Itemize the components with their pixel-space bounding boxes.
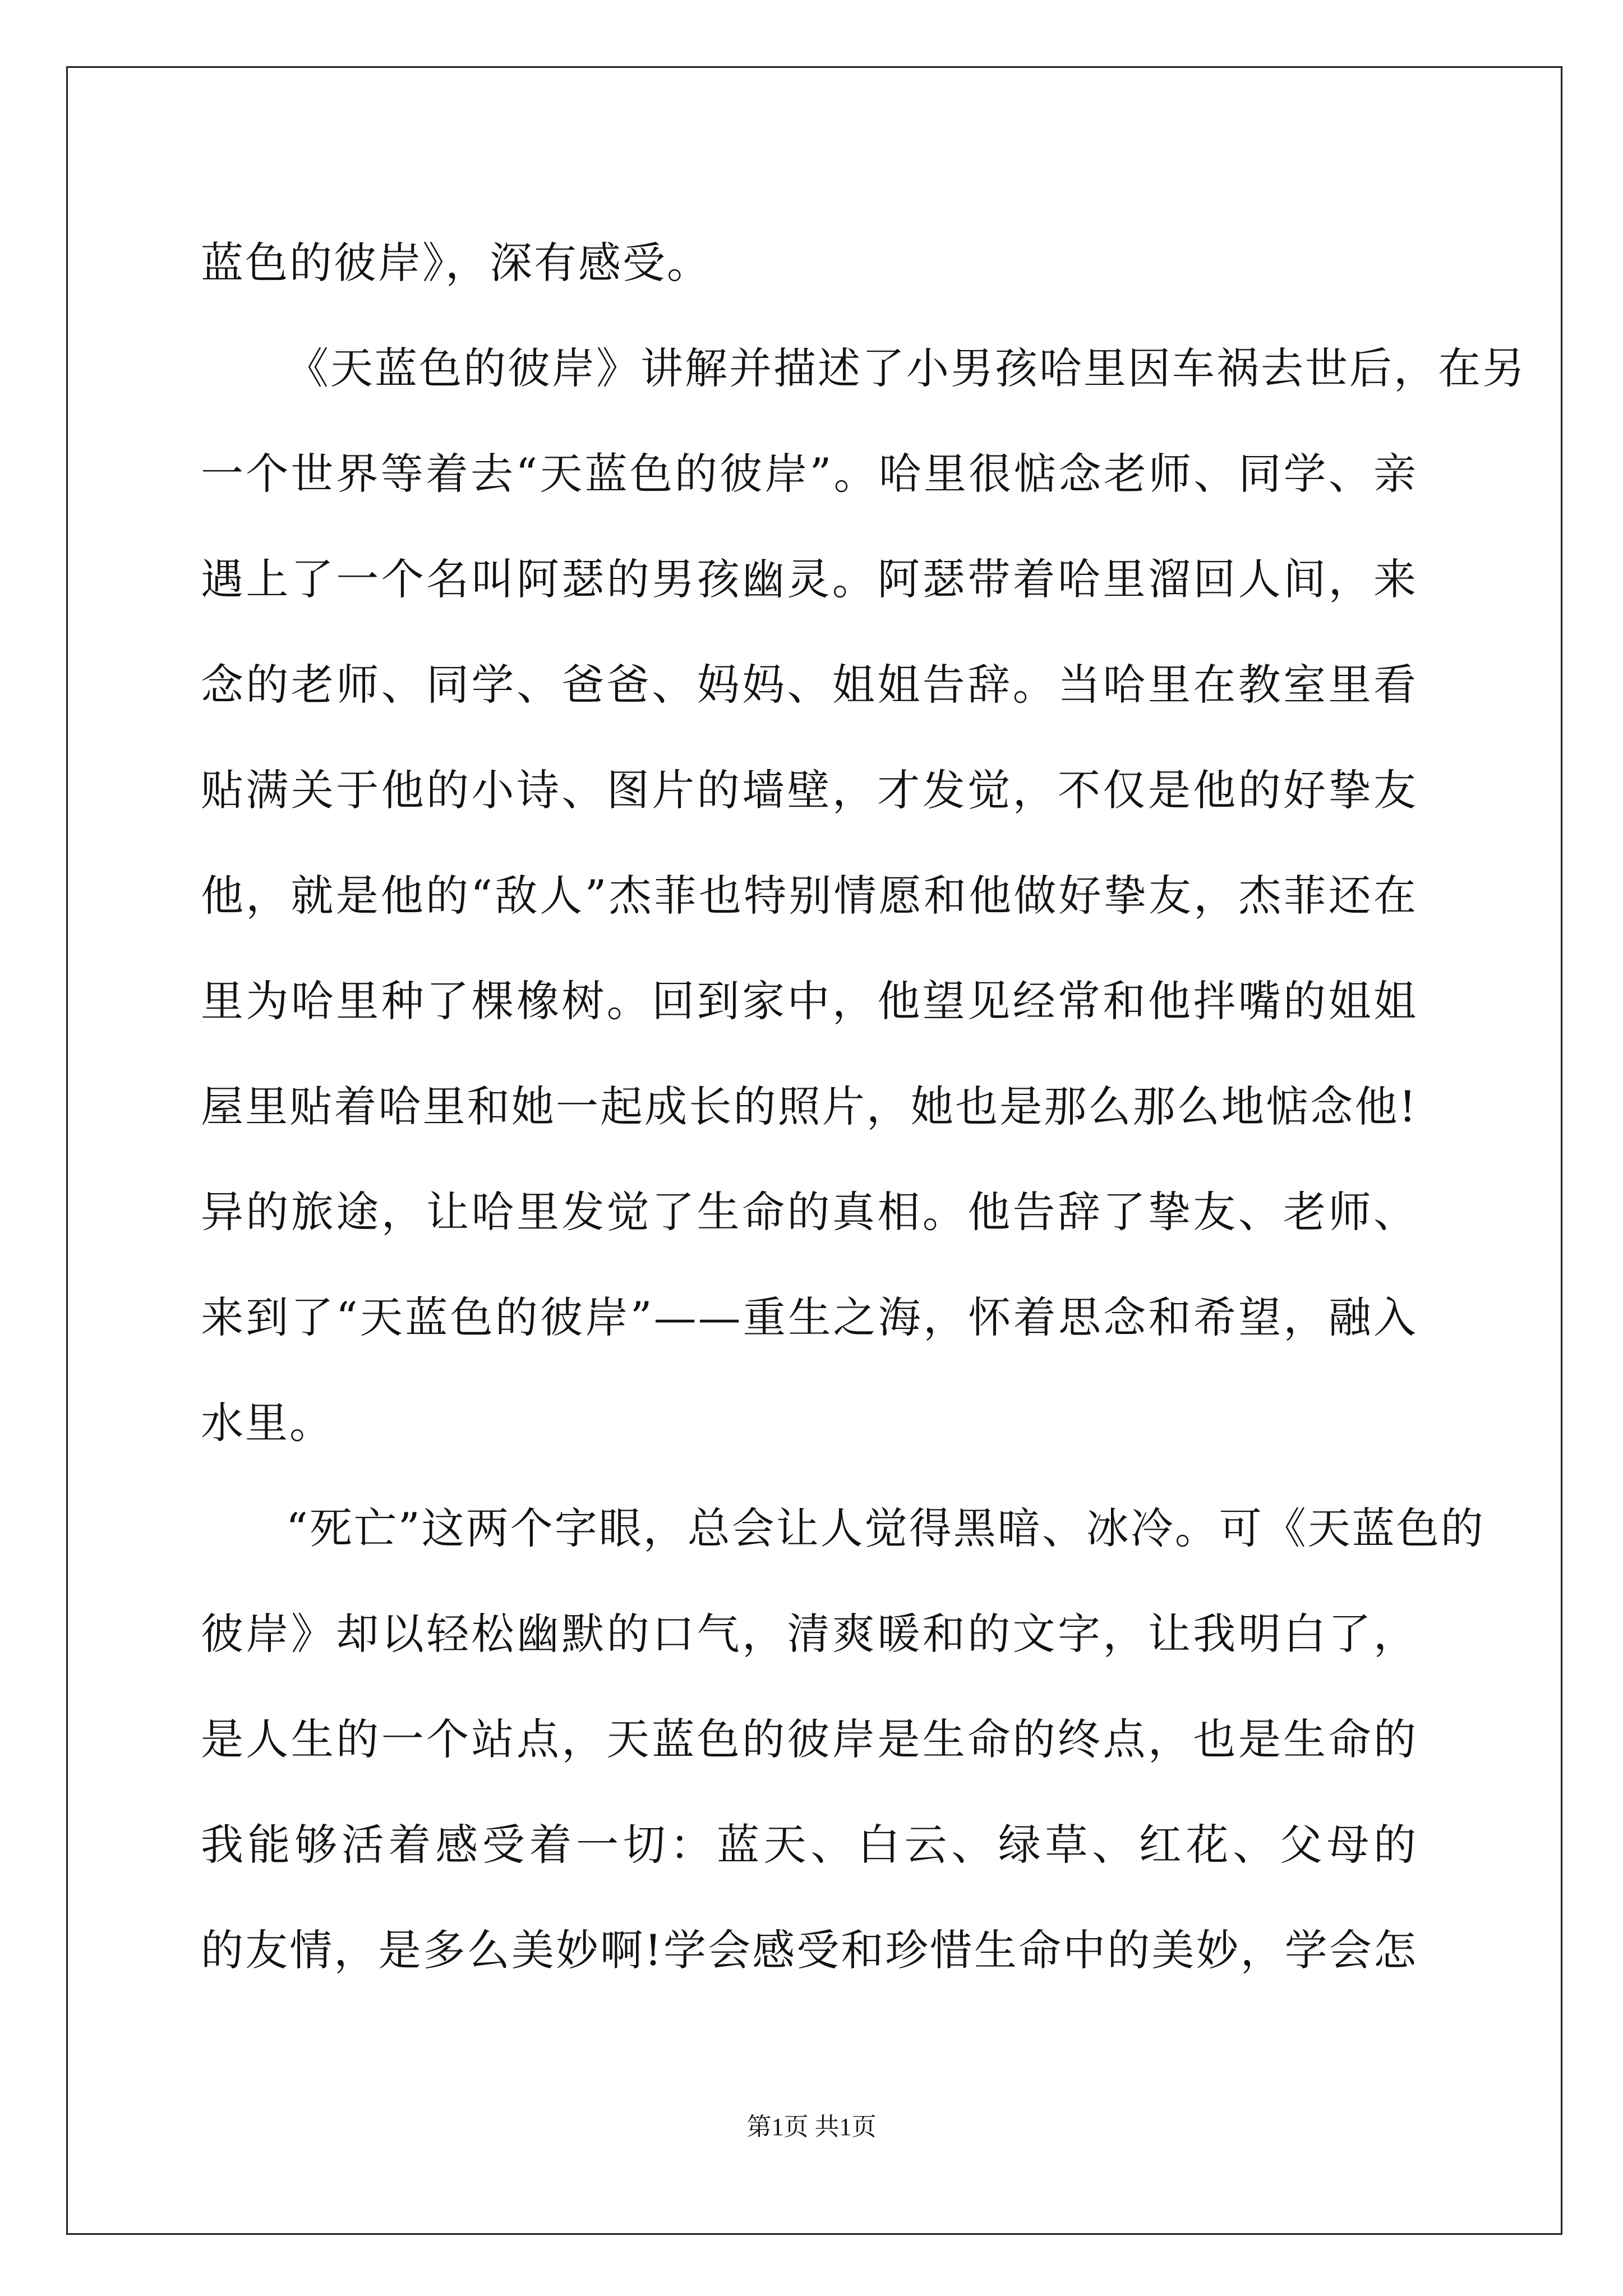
page-number-footer: 第1页 共1页: [746, 2113, 877, 2141]
paragraph-line: 贴满关于他的小诗、图片的墙壁，才发觉，不仅是他的好挚友: [201, 765, 1418, 815]
paragraph-line: “死亡”这两个字眼，总会让人觉得黑暗、冰冷。可《天蓝色的: [286, 1503, 1485, 1553]
paragraph-line: 我能够活着感受着一切：蓝天、白云、绿草、红花、父母的: [201, 1820, 1418, 1870]
paragraph-line: 异的旅途，让哈里发觉了生命的真相。他告辞了挚友、老师、: [201, 1187, 1418, 1237]
document-body: [201, 210, 1527, 2003]
paragraph-line: 的友情，是多么美妙啊!学会感受和珍惜生命中的美妙，学会怎: [201, 1925, 1418, 1975]
paragraph-line: 是人生的一个站点，天蓝色的彼岸是生命的终点，也是生命的: [201, 1714, 1418, 1764]
paragraph-line: 他，就是他的“敌人”杰菲也特别情愿和他做好挚友，杰菲还在: [201, 871, 1418, 921]
paragraph-line: 彼岸》却以轻松幽默的口气，清爽暖和的文字，让我明白了，: [201, 1609, 1418, 1659]
paragraph-line: 念的老师、同学、爸爸、妈妈、姐姐告辞。当哈里在教室里看: [201, 660, 1418, 710]
paragraph-line: 一个世界等着去“天蓝色的彼岸”。哈里很惦念老师、同学、亲: [201, 449, 1418, 499]
paragraph-line: 《天蓝色的彼岸》讲解并描述了小男孩哈里因车祸去世后，在另: [286, 343, 1527, 393]
paragraph-line: 水里。: [201, 1398, 334, 1448]
paragraph-line: 遇上了一个名叫阿瑟的男孩幽灵。阿瑟带着哈里溜回人间，来: [201, 554, 1418, 604]
paragraph-line: 里为哈里种了棵橡树。回到家中，他望见经常和他拌嘴的姐姐: [201, 976, 1418, 1026]
paragraph-line: 来到了“天蓝色的彼岸”——重生之海，怀着思念和希望，融入: [201, 1292, 1418, 1342]
paragraph-line: 屋里贴着哈里和她一起成长的照片，她也是那么那么地惦念他!: [201, 1082, 1418, 1131]
paragraph-line: 蓝色的彼岸》，深有感受。: [201, 238, 711, 288]
